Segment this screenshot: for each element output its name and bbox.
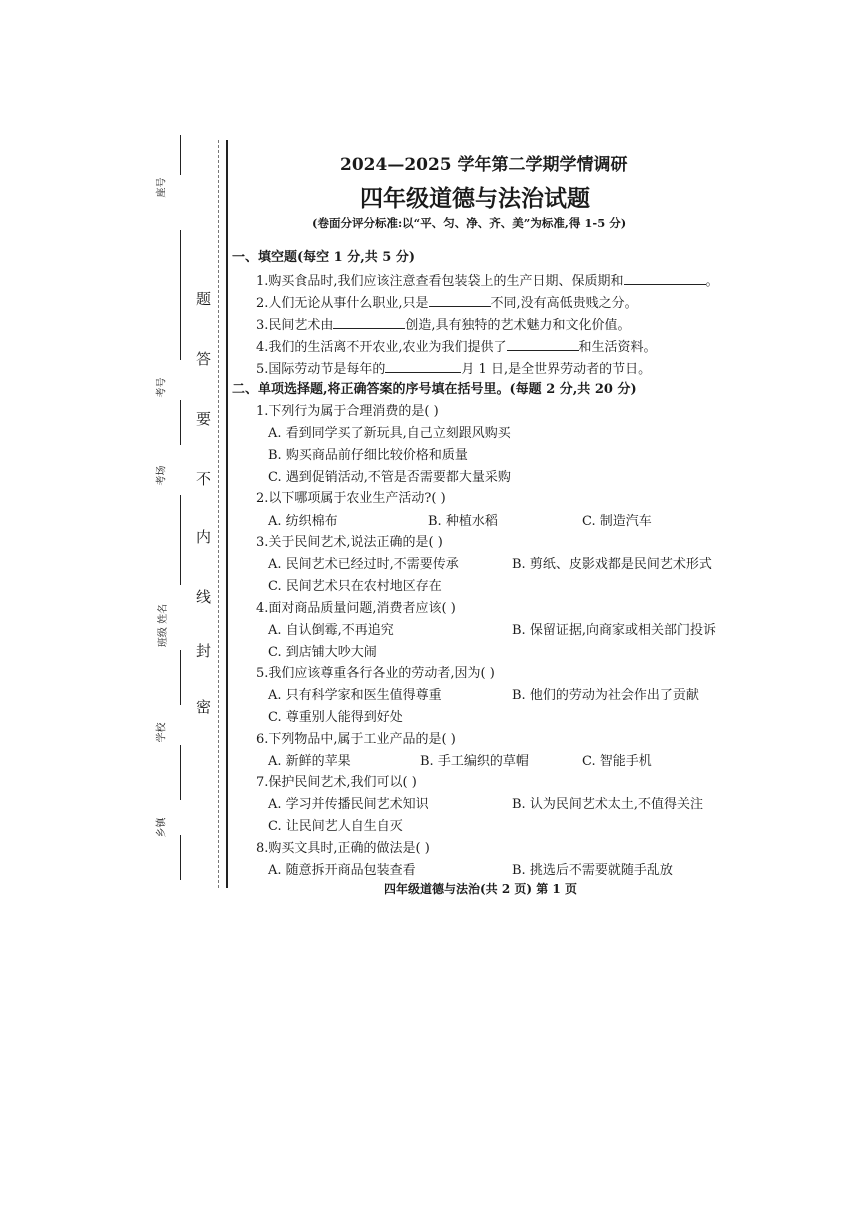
choice-question-1: 1.下列行为属于合理消费的是( ) [256,404,439,419]
answer-blank [333,316,405,329]
option-c: C. 让民间艺人自生自灭 [268,819,403,834]
term-title: 2024—2025 学年第二学期学情调研 [340,155,628,175]
seal-word: 题 [196,290,212,308]
exam-no-label: 考号 [156,377,168,398]
seal-word: 内 [196,528,212,546]
seal-word: 答 [196,350,212,368]
seal-word: 要 [196,410,212,428]
option-a: A. 纺织棉布 [268,514,338,529]
option-c: C. 到店铺大吵大闹 [268,645,377,660]
option-a: A. 新鲜的苹果 [268,754,351,769]
choice-question-6: 6.下列物品中,属于工业产品的是( ) [256,732,456,747]
question-text: 。 [705,274,719,289]
question-text: 5.国际劳动节是每年的 [256,362,386,377]
question-text: 3.民间艺术由 [256,318,334,333]
answer-blank [624,272,706,285]
option-a: A. 随意拆开商品包装查看 [268,863,416,878]
answer-blank [429,294,491,307]
option-b: B. 他们的劳动为社会作出了贡献 [512,688,699,703]
seal-word: 线 [196,588,212,606]
option-c: C. 民间艺术只在农村地区存在 [268,579,442,594]
option-c: C. 遇到促销活动,不管是否需要都大量采购 [268,470,511,485]
option-a: A. 自认倒霉,不再追究 [268,623,394,638]
question-text: 4.我们的生活离不开农业,农业为我们提供了 [256,340,507,355]
town-label: 乡镇 [156,817,168,838]
fill-question-3 [256,314,631,333]
option-b: B. 手工编织的草帽 [420,754,529,769]
town-line [180,835,181,880]
fill-question-5 [256,358,651,377]
answer-blank [507,338,579,351]
question-text: 2.人们无论从事什么职业,只是 [256,296,429,311]
fill-question-4 [256,336,657,355]
option-b: B. 保留证据,向商家或相关部门投诉 [512,623,716,638]
exam-title: 四年级道德与法治试题 [360,186,590,212]
name-line [180,495,181,585]
seal-border-line [226,140,228,888]
seat-label: 座号 [156,177,168,198]
school-line [180,745,181,800]
seal-dashed-line [218,140,219,888]
seal-word: 封 [196,642,212,660]
choice-question-7: 7.保护民间艺术,我们可以( ) [256,775,417,790]
school-label: 学校 [156,722,168,743]
answer-blank [385,360,461,373]
question-text: 不同,没有高低贵贱之分。 [490,296,638,311]
exam-no-line [180,230,181,360]
choice-question-4: 4.面对商品质量问题,消费者应该( ) [256,601,456,616]
question-text: 1.购买食品时,我们应该注意查看包装袋上的生产日期、保质期和 [256,274,624,289]
scoring-note: (卷面分评分标准:以“平、匀、净、齐、美”为标准,得 1-5 分) [312,216,627,230]
exam-room-line [180,400,181,445]
page-footer: 四年级道德与法治(共 2 页) 第 1 页 [384,882,577,896]
option-c: C. 智能手机 [582,754,652,769]
option-b: B. 剪纸、皮影戏都是民间艺术形式 [512,557,712,572]
choice-question-5: 5.我们应该尊重各行各业的劳动者,因为( ) [256,666,495,681]
choice-question-3: 3.关于民间艺术,说法正确的是( ) [256,535,443,550]
section-1-heading: 一、填空题(每空 1 分,共 5 分) [232,250,416,265]
seal-word: 密 [196,698,212,716]
question-text: 创造,具有独特的艺术魅力和文化价值。 [405,318,631,333]
choice-question-2: 2.以下哪项属于农业生产活动?( ) [256,491,446,506]
option-a: A. 只有科学家和医生值得尊重 [268,688,442,703]
class-name-label: 班级 姓名 [158,603,170,648]
question-text: 和生活资料。 [578,340,657,355]
exam-room-label: 考场 [156,465,168,486]
option-b: B. 认为民间艺术太土,不值得关注 [512,797,703,812]
choice-question-8: 8.购买文具时,正确的做法是( ) [256,841,430,856]
option-c: C. 制造汽车 [582,514,652,529]
fill-question-2 [256,292,638,311]
option-b: B. 种植水稻 [428,514,498,529]
seal-word: 不 [196,470,212,488]
option-c: C. 尊重别人能得到好处 [268,710,403,725]
option-a: A. 看到同学买了新玩具,自己立刻跟风购买 [268,426,511,441]
option-b: B. 挑选后不需要就随手乱放 [512,863,673,878]
option-b: B. 购买商品前仔细比较价格和质量 [268,448,468,463]
option-a: A. 学习并传播民间艺术知识 [268,797,429,812]
fill-question-1 [256,270,719,289]
seat-line [180,135,181,175]
class-line [180,650,181,705]
option-a: A. 民间艺术已经过时,不需要传承 [268,557,459,572]
section-2-heading: 二、单项选择题,将正确答案的序号填在括号里。(每题 2 分,共 20 分) [232,382,637,397]
question-text: 月 1 日,是全世界劳动者的节日。 [461,362,652,377]
